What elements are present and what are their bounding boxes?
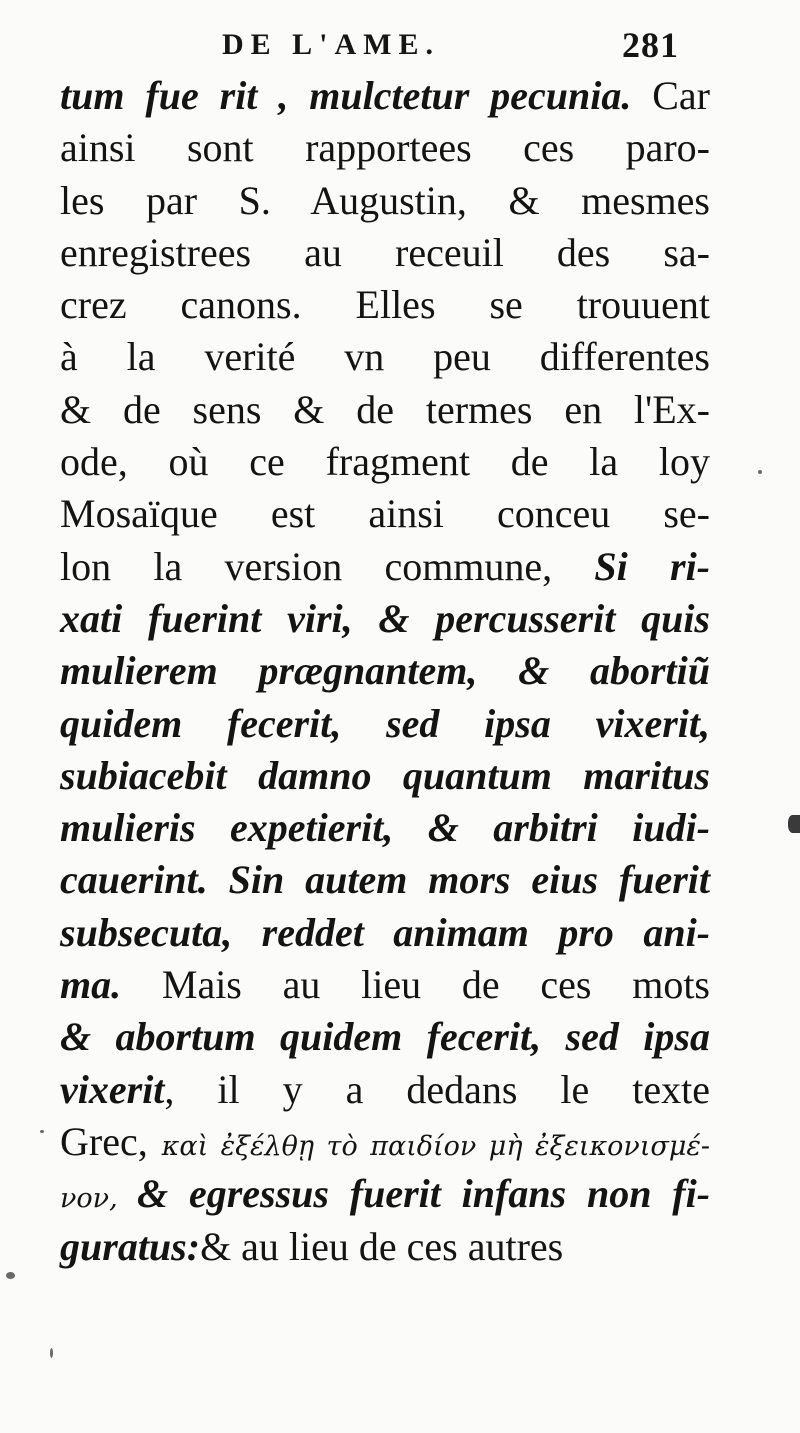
- text-segment: Car: [631, 73, 711, 118]
- text-segment: Mais au lieu de ces mots: [121, 962, 710, 1008]
- latin-quote: quidem fecerit, sed ipsa vixerit,: [60, 700, 710, 746]
- text-line: [60, 279, 710, 331]
- text-segment: les par S. Augustin, & mesmes: [60, 177, 710, 223]
- text-line: [60, 907, 710, 959]
- text-line: [60, 384, 710, 436]
- page-header: [0, 22, 800, 72]
- running-head: DE L'AME.: [222, 28, 441, 61]
- latin-quote: cauerint. Sin autem mors eius fuerit: [60, 857, 710, 903]
- text-segment: ainsi sont rapportees ces paro-: [60, 125, 710, 171]
- latin-quote: mulieris expetierit, & arbitri iudi-: [60, 805, 710, 851]
- text-segment: enregistrees au receuil des sa-: [60, 229, 710, 275]
- text-line: [60, 1168, 710, 1220]
- ink-speck: [758, 470, 762, 474]
- latin-quote: vixerit: [60, 1066, 165, 1112]
- latin-quote: & egressus fuerit infans non fi-: [137, 1171, 711, 1217]
- latin-quote: subsecuta, reddet animam pro ani-: [60, 909, 710, 955]
- text-line: [60, 488, 710, 540]
- latin-quote: ma.: [60, 962, 122, 1008]
- text-line: [60, 959, 710, 1011]
- text-line: [60, 854, 710, 906]
- greek-text: καὶ ἐξέλθῃ τὸ παιδίον μὴ ἐξεικονισμέ-: [161, 1130, 711, 1162]
- text-line: [60, 698, 710, 750]
- text-segment: ode, où ce fragment de la loy: [60, 439, 710, 485]
- greek-text: νον,: [60, 1183, 138, 1215]
- text-segment: & au lieu de ces autres: [200, 1223, 564, 1269]
- text-line: [60, 227, 710, 279]
- text-segment: à la verité vn peu differentes: [60, 334, 710, 380]
- text-segment: & de sens & de termes en l'Ex-: [60, 386, 710, 432]
- latin-quote: mulierem prægnantem, & abortiũ: [60, 648, 710, 694]
- latin-quote: guratus:: [60, 1223, 201, 1269]
- text-segment: lon la version commune,: [60, 543, 595, 589]
- latin-quote: & abortum quidem fecerit, sed ipsa: [60, 1014, 710, 1060]
- ink-speck: [40, 1130, 44, 1133]
- text-segment: Mosaïque est ainsi conceu se-: [60, 491, 710, 537]
- page-number: 281: [622, 25, 679, 65]
- latin-quote: Si ri-: [594, 543, 710, 589]
- text-line: [60, 1064, 710, 1116]
- text-line: [60, 1011, 710, 1063]
- text-line: [60, 802, 710, 854]
- latin-quote: xati fuerint viri, & percusserit quis: [60, 595, 710, 641]
- text-line: [60, 750, 710, 802]
- text-line: [60, 70, 710, 122]
- ink-speck: [6, 1272, 15, 1279]
- text-line: [60, 175, 710, 227]
- page-edge-mark: [788, 815, 800, 833]
- text-line: [60, 1221, 710, 1273]
- body-text: [60, 70, 710, 1273]
- text-line: [60, 122, 710, 174]
- text-line: [60, 541, 710, 593]
- text-line: [60, 645, 710, 697]
- latin-quote: tum fue rit , mulctetur pecunia.: [60, 73, 632, 118]
- text-line: [60, 593, 710, 645]
- ink-speck: [50, 1348, 53, 1358]
- text-line: [60, 1116, 710, 1168]
- text-segment: crez canons. Elles se trouuent: [60, 282, 710, 328]
- text-segment: Grec,: [60, 1118, 162, 1164]
- text-segment: , il y a dedans le texte: [164, 1066, 710, 1112]
- latin-quote: subiacebit damno quantum maritus: [60, 752, 710, 798]
- text-line: [60, 436, 710, 488]
- text-line: [60, 331, 710, 383]
